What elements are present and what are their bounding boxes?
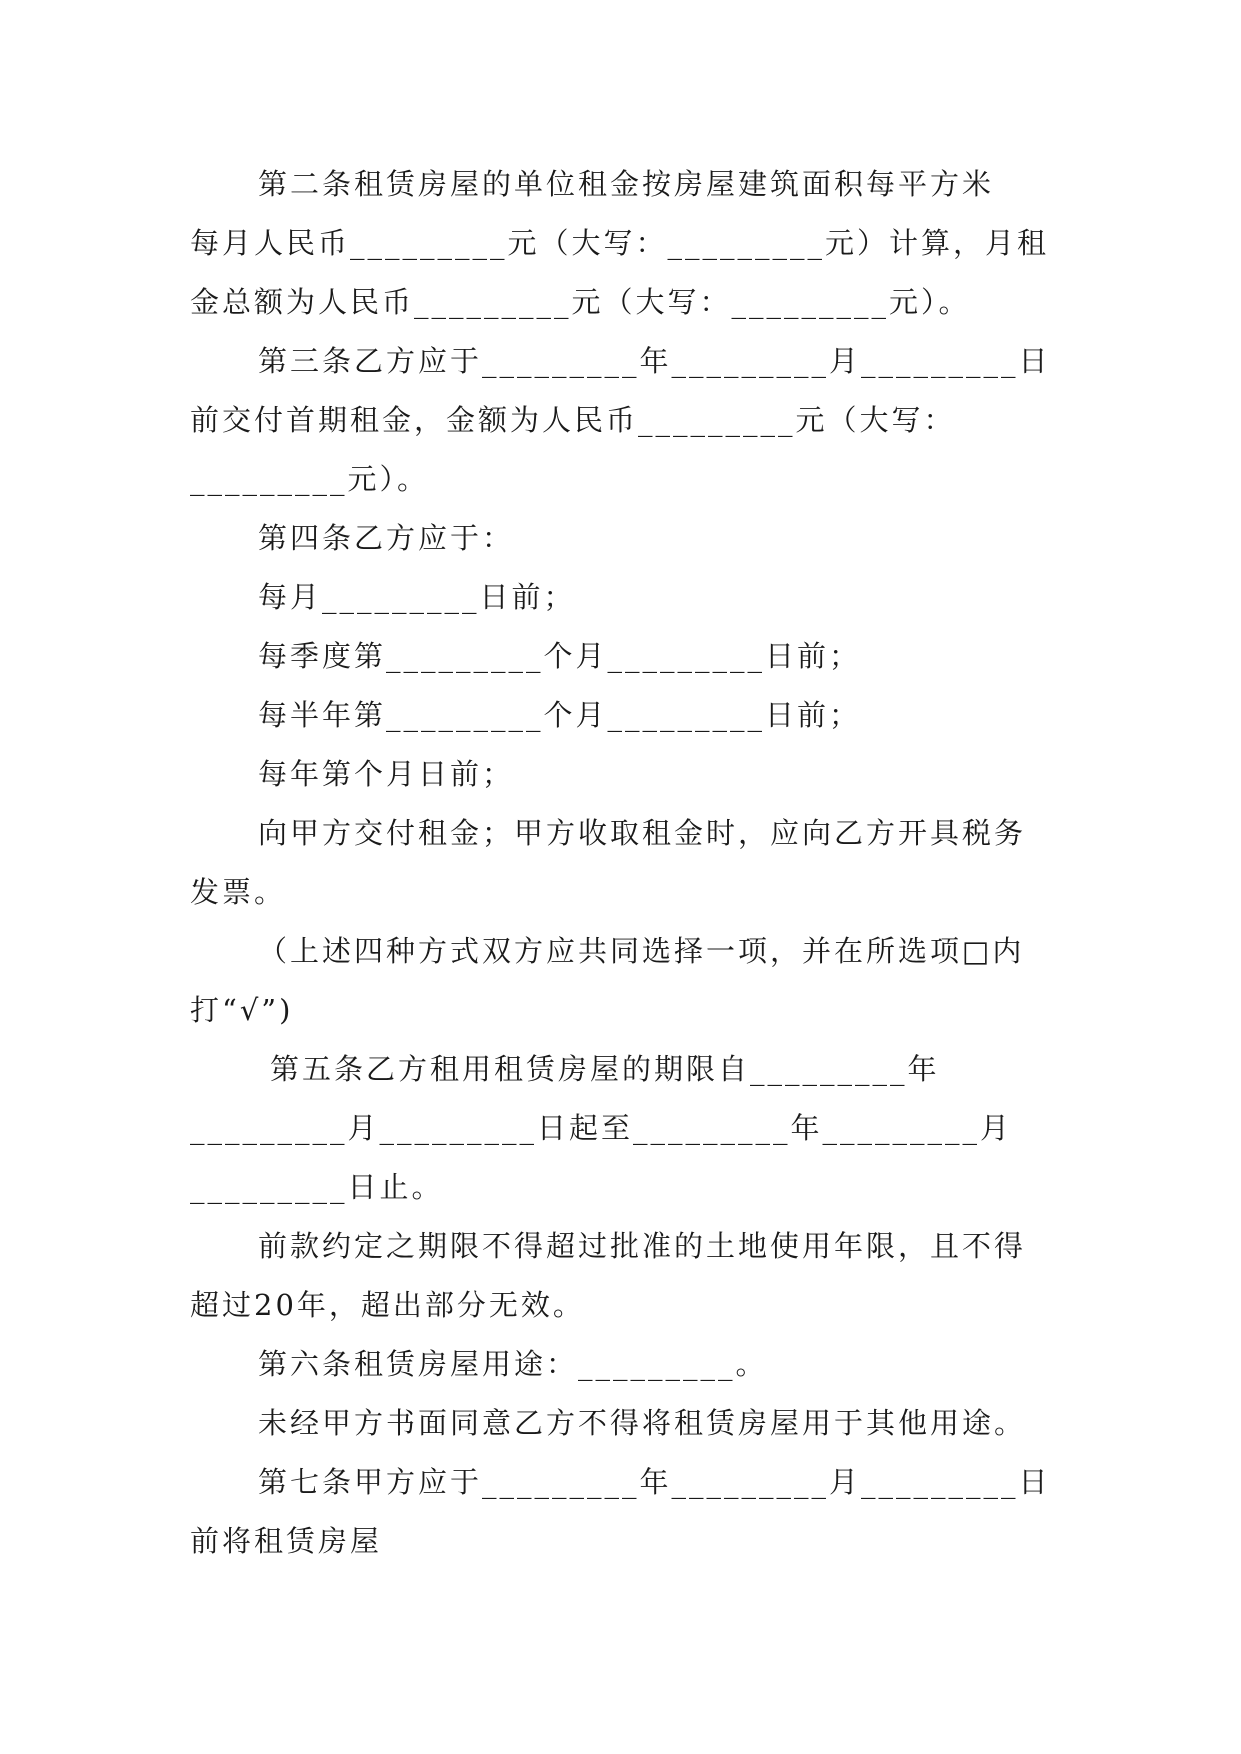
text-line: 第五条乙方租用租赁房屋的期限自_________年 bbox=[270, 1052, 940, 1086]
text-line: 未经甲方书面同意乙方不得将租赁房屋用于其他用途。 bbox=[258, 1406, 1027, 1440]
text-line: 发票。 bbox=[190, 875, 287, 909]
text-line: 每半年第_________个月_________日前； bbox=[258, 698, 862, 732]
text-line: 第四条乙方应于： bbox=[258, 521, 515, 555]
text-line: 每月_________日前； bbox=[258, 580, 576, 614]
text-line: _________月_________日起至_________年_________月 bbox=[190, 1111, 1013, 1145]
text-line: 打“√”) bbox=[190, 993, 294, 1027]
text-line: 每年第个月日前； bbox=[258, 757, 515, 791]
text-line: 第七条甲方应于_________年_________月_________日 bbox=[258, 1465, 1051, 1499]
text-line: 第六条租赁房屋用途：_________。 bbox=[258, 1347, 768, 1381]
text-line: 每季度第_________个月_________日前； bbox=[258, 639, 862, 673]
text-line: 向甲方交付租金；甲方收取租金时，应向乙方开具税务 bbox=[258, 816, 1027, 850]
text-line: （上述四种方式双方应共同选择一项，并在所选项□内 bbox=[258, 934, 1025, 968]
text-line: 金总额为人民币_________元（大写：_________元）。 bbox=[190, 285, 971, 319]
text-line: 前交付首期租金，金额为人民币_________元（大写： bbox=[190, 403, 956, 437]
text-line: 第二条租赁房屋的单位租金按房屋建筑面积每平方米 bbox=[258, 167, 995, 201]
text-line: 前款约定之期限不得超过批准的土地使用年限，且不得 bbox=[258, 1229, 1027, 1263]
text-line: _________元）。 bbox=[190, 462, 430, 496]
text-line: 第三条乙方应于_________年_________月_________日 bbox=[258, 344, 1051, 378]
text-line: _________日止。 bbox=[190, 1170, 444, 1204]
text-line: 超过20年，超出部分无效。 bbox=[190, 1288, 585, 1322]
text-line: 每月人民币_________元（大写：_________元）计算，月租 bbox=[190, 226, 1050, 260]
text-line: 前将租赁房屋 bbox=[190, 1524, 383, 1558]
